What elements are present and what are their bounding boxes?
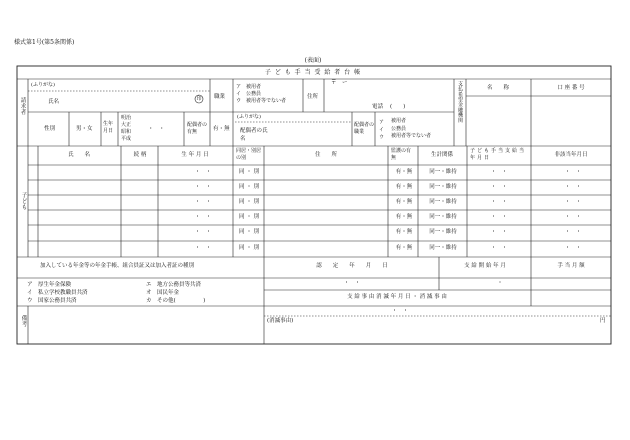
change-value: ・ ・: [391, 308, 409, 314]
extinction-reason-label: (消滅事由): [267, 318, 294, 324]
birth-date-dots: ・ ・: [148, 126, 165, 132]
change-label: 支 給 事 由 消 滅 年 月 日 ・ 消 滅 事 由: [347, 294, 447, 300]
pension-header: 加入している年金等の年金手帳、組合員証又は加入者証の種別: [40, 263, 195, 269]
pension-item: カ その他( ): [146, 298, 206, 304]
spouse-job-option: 被用者等でない者: [391, 133, 432, 139]
gender-label: 性別: [44, 126, 56, 132]
row-cohabit: 同 ・ 別: [239, 214, 259, 220]
pension-item: ア 厚生年金保険: [27, 282, 72, 288]
postal-code: 〒 ー: [331, 80, 348, 86]
col-name: 氏 名: [67, 152, 91, 158]
payment-start-value: ・: [497, 280, 503, 286]
era-item: 明治: [121, 115, 132, 121]
side-label: (表面): [304, 57, 322, 64]
row-birth: ・ ・: [194, 229, 212, 235]
pension-item: イ 私立学校教職員共済: [27, 290, 88, 296]
monthly-unit: 円: [600, 318, 606, 324]
job-label: 職業: [214, 94, 226, 100]
spouse-value: 有・無: [213, 126, 230, 132]
pension-right-list: [146, 281, 205, 305]
birth-label-text: 生年月日: [103, 121, 114, 134]
phone-paren: ( ): [390, 104, 406, 110]
row-custody: 有・無: [395, 184, 413, 190]
era-list: [121, 115, 131, 143]
bank-col-account: 口 座 番 号: [557, 85, 585, 91]
row-nonpay: ・ ・: [564, 169, 582, 175]
phone-label: 電話: [372, 104, 384, 110]
col-allowance-text: 子ども手当支給当年月日: [470, 148, 527, 161]
row-allowance: ・ ・: [490, 229, 508, 235]
row-allowance: ・ ・: [490, 199, 508, 205]
claimant-furigana-label: (ふりがな): [31, 82, 55, 88]
claimant-section-label: 請求者: [19, 97, 26, 115]
job-option: イ 公務員: [236, 91, 262, 97]
row-cohabit: 同 ・ 別: [239, 169, 259, 175]
pension-item: エ 地方公務員等共済: [146, 282, 202, 288]
row-nonpay: ・ ・: [564, 245, 582, 251]
spouse-label-text: 配偶者の有無: [187, 122, 208, 135]
spouse-label: [187, 122, 209, 136]
row-livelihood: 同一・維持: [429, 184, 457, 190]
col-livelihood: 生計関係: [430, 152, 454, 158]
row-nonpay: ・ ・: [564, 229, 582, 235]
row-livelihood: 同一・維持: [429, 229, 457, 235]
job-option: ウ 被用者等でない者: [236, 98, 287, 104]
row-livelihood: 同一・維持: [429, 199, 457, 205]
spouse-job-label: [354, 122, 374, 136]
row-birth: ・ ・: [194, 169, 212, 175]
children-section-label: 子ども: [20, 192, 27, 210]
address-label: 住所: [307, 94, 319, 100]
row-cohabit: 同 ・ 別: [239, 245, 259, 251]
row-nonpay: ・ ・: [564, 214, 582, 220]
row-birth: ・ ・: [194, 245, 212, 251]
col-nonpay: 非該当年月日: [554, 152, 588, 158]
job-option: ア 被用者: [236, 84, 262, 90]
spouse-job-letters: ア イ ウ: [378, 119, 384, 140]
row-cohabit: 同 ・ 別: [239, 184, 259, 190]
pension-item: オ 国民年金: [146, 290, 180, 296]
era-item: 大正: [121, 122, 132, 128]
row-birth: ・ ・: [194, 184, 212, 190]
col-custody: [391, 148, 417, 162]
row-livelihood: 同一・維持: [429, 214, 457, 220]
row-livelihood: 同一・維持: [429, 245, 457, 251]
gender-value: 男・女: [76, 126, 93, 132]
form-id: 様式第1号(第5条関係): [14, 39, 75, 46]
pension-left-list: [27, 281, 88, 305]
spouse-job-option: 被用者: [391, 118, 407, 124]
seal-icon: 印: [196, 95, 202, 102]
row-nonpay: ・ ・: [564, 199, 582, 205]
row-nonpay: ・ ・: [564, 184, 582, 190]
row-cohabit: 同 ・ 別: [239, 199, 259, 205]
monthly-label: 手 当 月 額: [557, 263, 585, 269]
payment-start-label: 支 給 開 始 年 月: [464, 263, 506, 269]
row-birth: ・ ・: [194, 214, 212, 220]
row-birth: ・ ・: [194, 199, 212, 205]
spouse-job-label-text: 配偶者の職業: [354, 122, 375, 135]
claimant-name-label: 氏名: [48, 99, 60, 105]
spouse-furigana-label: (ふりがな): [237, 114, 261, 120]
row-allowance: ・ ・: [490, 214, 508, 220]
era-item: 平成: [121, 136, 132, 142]
row-custody: 有・無: [395, 214, 413, 220]
row-custody: 有・無: [395, 245, 413, 251]
spouse-job-option: 公務員: [391, 125, 407, 132]
bank-col-name: 名 称: [486, 85, 510, 91]
pension-item: ウ 国家公務員共済: [27, 298, 77, 304]
col-cohabit: [236, 148, 263, 162]
col-custody-text: 監護の有 無: [391, 148, 417, 161]
birth-label: [103, 121, 115, 134]
spouse-name-label: [240, 127, 268, 143]
row-allowance: ・ ・: [490, 169, 508, 175]
col-allowance: [470, 148, 530, 162]
job-options: [236, 84, 286, 105]
page-title: 子 ど も 手 当 受 給 者 台 帳: [264, 69, 362, 76]
bank-label: 支払希望金融機関: [457, 81, 463, 123]
row-custody: 有・無: [395, 229, 413, 235]
col-address: 住 所: [314, 152, 338, 158]
col-cohabit-text: 同居・別居の別: [236, 148, 262, 161]
remarks-label: 備考: [20, 315, 27, 327]
era-item: 昭和: [121, 129, 132, 135]
row-custody: 有・無: [395, 199, 413, 205]
spouse-job-options: [391, 118, 431, 141]
row-livelihood: 同一・維持: [429, 169, 457, 175]
col-birth: 生 年 月 日: [181, 152, 209, 158]
row-allowance: ・ ・: [490, 184, 508, 190]
row-allowance: ・ ・: [490, 245, 508, 251]
certification-value: ・ ・: [343, 280, 361, 286]
certification-label: 認 定 年 月 日: [316, 263, 388, 269]
row-cohabit: 同 ・ 別: [239, 229, 259, 235]
col-relation: 続 柄: [133, 152, 147, 158]
spouse-name-label-text: 配偶者の氏名: [240, 128, 268, 142]
row-custody: 有・無: [395, 169, 413, 175]
